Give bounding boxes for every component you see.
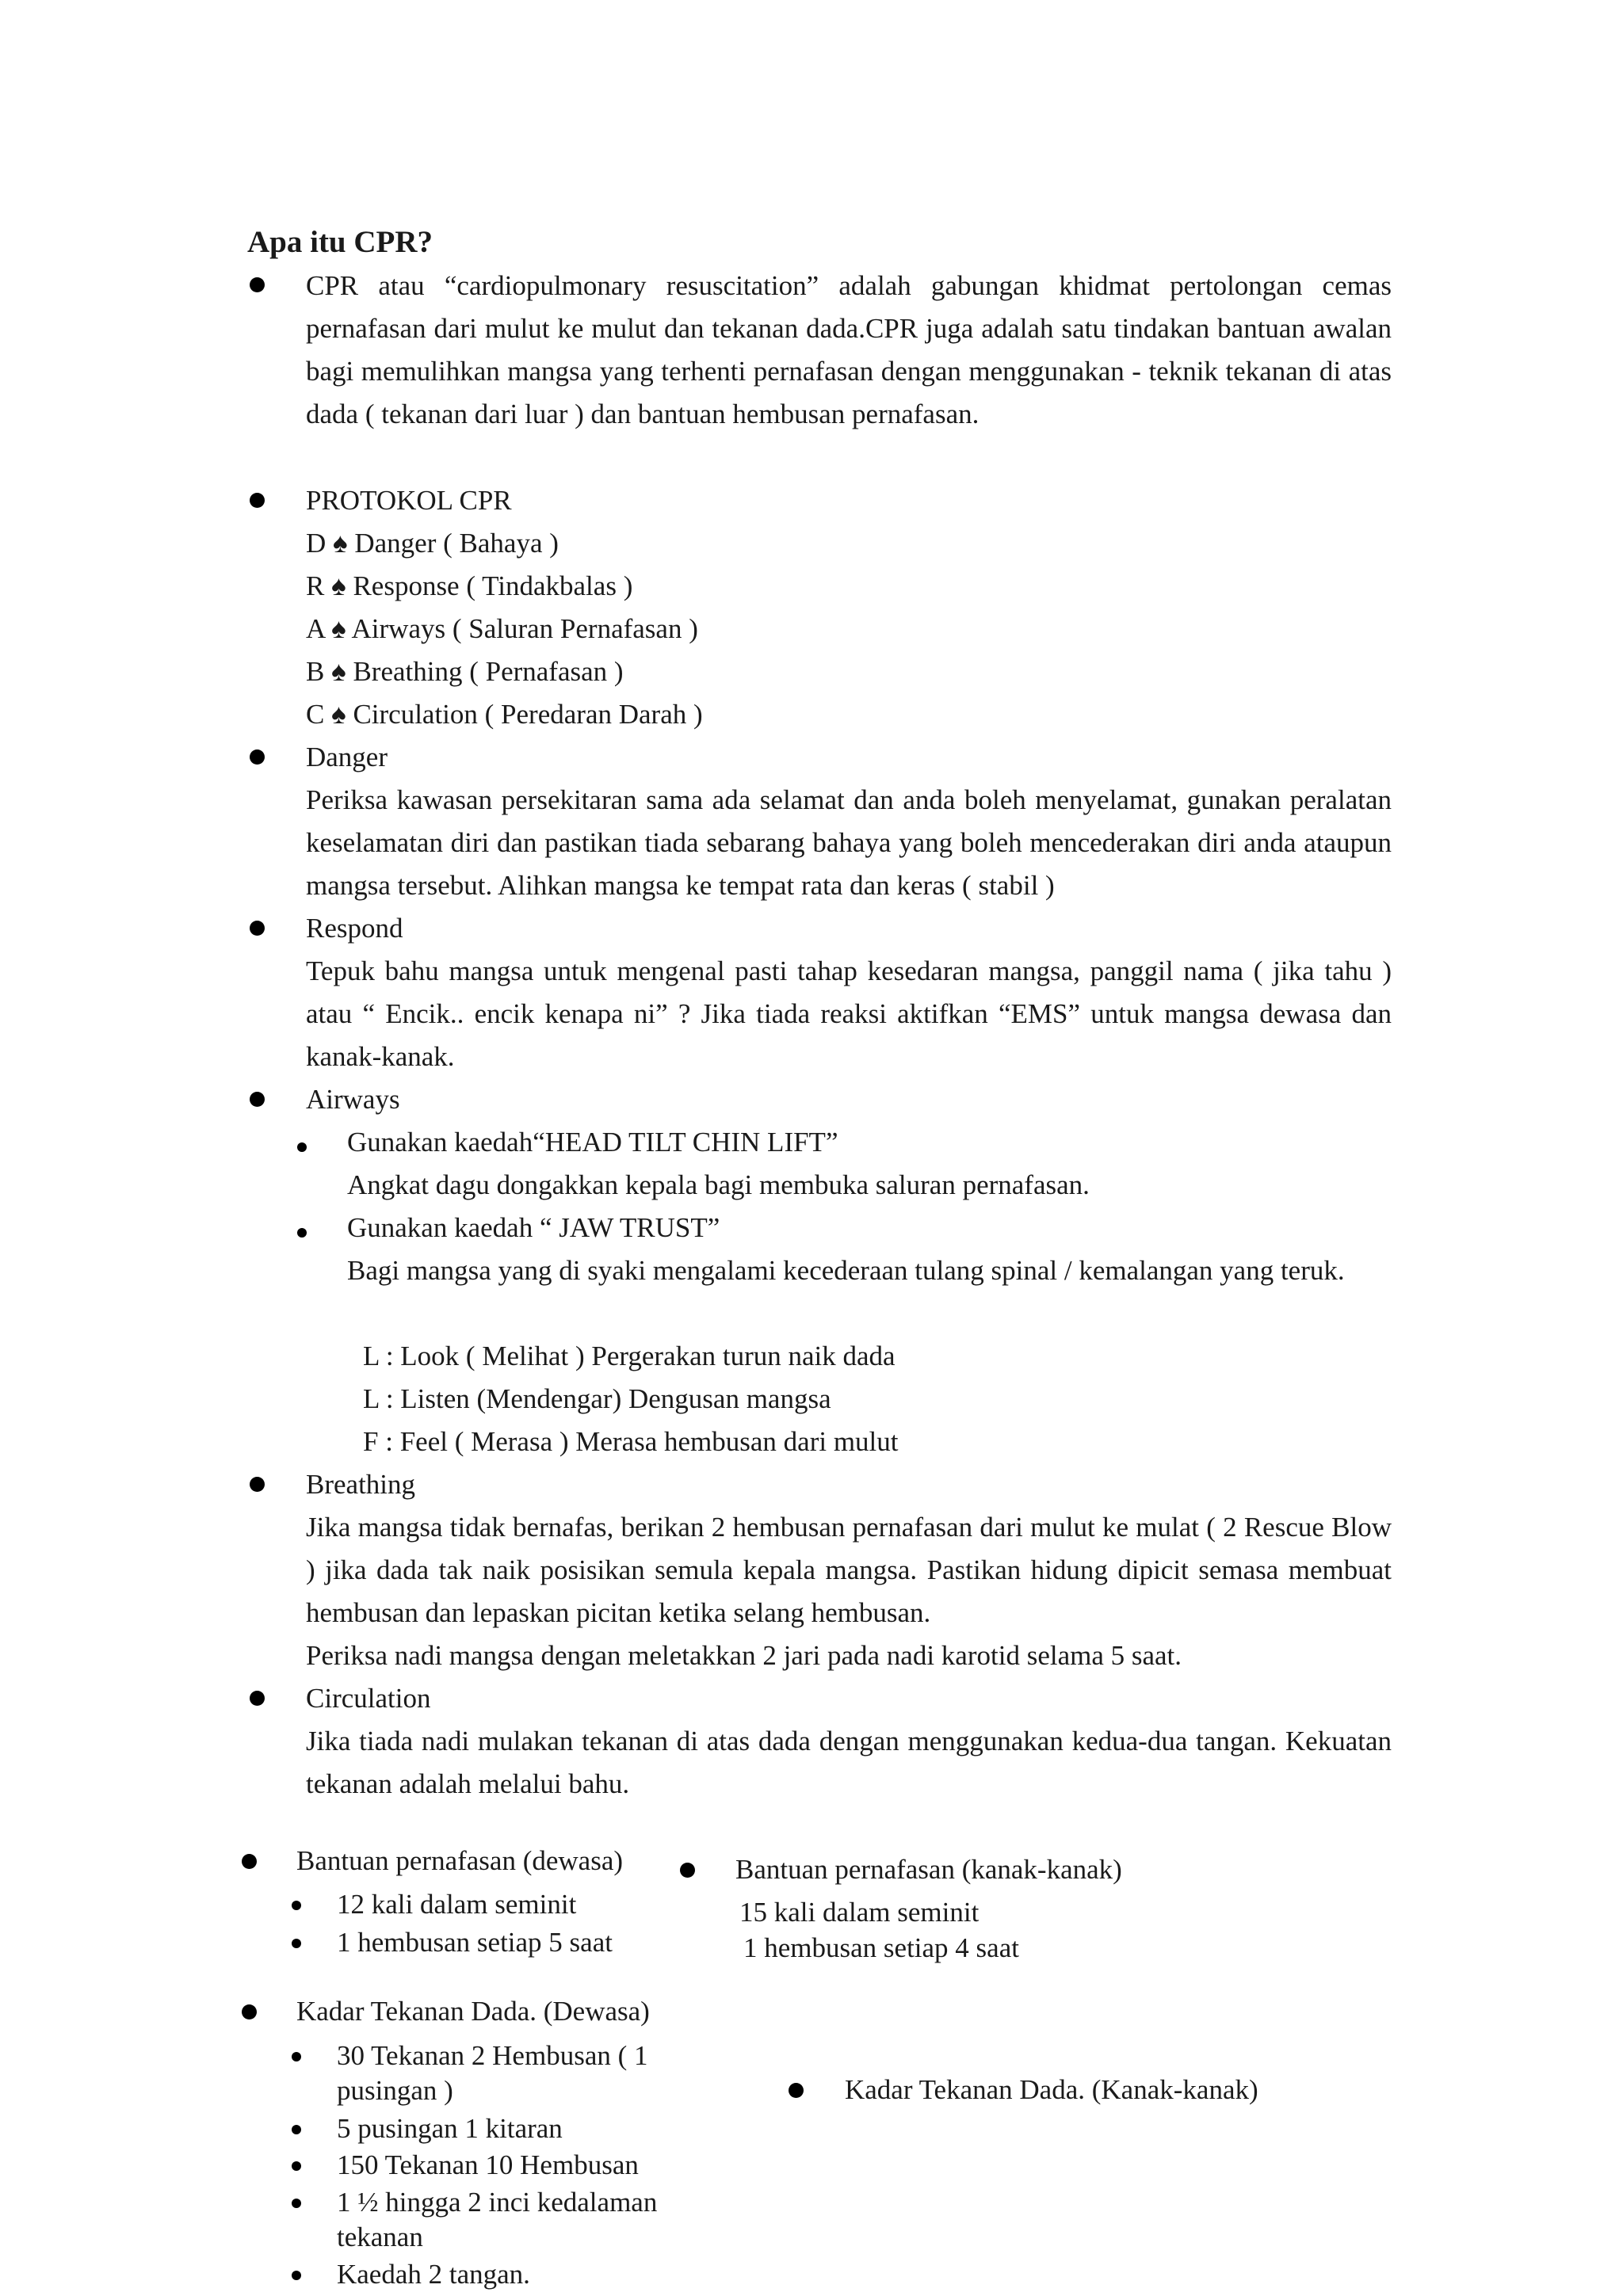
circulation-title: Circulation bbox=[306, 1683, 431, 1714]
sub-bullet-icon bbox=[292, 2161, 301, 2171]
protocol-item-a: A ♠ Airways ( Saluran Pernafasan ) bbox=[306, 613, 698, 644]
bullet-icon bbox=[250, 921, 265, 936]
airways-check-feel: F : Feel ( Merasa ) Merasa hembusan dari mulut bbox=[363, 1426, 899, 1457]
bullet-icon bbox=[250, 493, 265, 508]
adult-compression-depth: 1 ½ hingga 2 inci kedalaman bbox=[337, 2187, 658, 2218]
adult-compression-total: 150 Tekanan 10 Hembusan bbox=[337, 2149, 639, 2180]
bullet-icon bbox=[242, 1854, 257, 1869]
bullet-icon bbox=[250, 1477, 265, 1492]
bullet-icon bbox=[250, 1691, 265, 1706]
bullet-icon bbox=[250, 1092, 265, 1107]
breathing-title: Breathing bbox=[306, 1469, 416, 1500]
bullet-icon bbox=[680, 1863, 695, 1878]
sub-bullet-icon bbox=[297, 1142, 307, 1152]
sub-bullet-icon bbox=[292, 2052, 301, 2061]
bullet-icon bbox=[789, 2083, 804, 2098]
sub-bullet-icon bbox=[292, 2125, 301, 2134]
child-compression-title: Kadar Tekanan Dada. (Kanak-kanak) bbox=[845, 2074, 1258, 2105]
protocol-title: PROTOKOL CPR bbox=[306, 485, 512, 516]
adult-compression-depth-cont: tekanan bbox=[337, 2222, 423, 2252]
danger-title: Danger bbox=[306, 742, 388, 772]
breathing-paragraph: Jika mangsa tidak bernafas, berikan 2 hembusan pernafasan dari mulut ke mulat ( 2 Rescue Blow ) jika dada tak naik posisikan semula kepala mangsa. Pastikan hidung dipicit semasa membuat hembusan dan lepaskan picitan ketika selang hembusan. bbox=[306, 1512, 1392, 1628]
airways-method-1: Gunakan kaedah“HEAD TILT CHIN LIFT” bbox=[347, 1127, 838, 1158]
protocol-item-r: R ♠ Response ( Tindakbalas ) bbox=[306, 570, 633, 601]
sub-bullet-icon bbox=[292, 2199, 301, 2208]
bullet-icon bbox=[250, 277, 265, 292]
airways-check-look: L : Look ( Melihat ) Pergerakan turun naik dada bbox=[363, 1341, 896, 1371]
protocol-item-d: D ♠ Danger ( Bahaya ) bbox=[306, 528, 559, 559]
bullet-icon bbox=[242, 2004, 257, 2019]
breathing-pulse-check: Periksa nadi mangsa dengan meletakkan 2 jari pada nadi karotid selama 5 saat. bbox=[306, 1640, 1182, 1671]
child-breathing-rate: 15 kali dalam seminit bbox=[739, 1897, 980, 1928]
bullet-icon bbox=[250, 749, 265, 765]
airways-title: Airways bbox=[306, 1084, 400, 1115]
airways-method-2: Gunakan kaedah “ JAW TRUST” bbox=[347, 1212, 720, 1243]
adult-compression-ratio: 30 Tekanan 2 Hembusan ( 1 bbox=[337, 2040, 648, 2071]
danger-paragraph: Periksa kawasan persekitaran sama ada selamat dan anda boleh menyelamat, gunakan peralatan keselamatan diri dan pastikan tiada sebarang bahaya yang boleh mencederakan diri anda ataupun mangsa tersebut. Alihkan mangsa ke tempat rata dan keras ( stabil ) bbox=[306, 784, 1392, 901]
adult-breathing-interval: 1 hembusan setiap 5 saat bbox=[337, 1927, 613, 1958]
adult-breathing-title: Bantuan pernafasan (dewasa) bbox=[296, 1845, 624, 1876]
airways-check-listen: L : Listen (Mendengar) Dengusan mangsa bbox=[363, 1383, 831, 1414]
adult-compression-title: Kadar Tekanan Dada. (Dewasa) bbox=[296, 1996, 650, 2027]
sub-bullet-icon bbox=[292, 1939, 301, 1948]
intro-paragraph: CPR atau “cardiopulmonary resuscitation” adalah gabungan khidmat pertolongan cemas pernafasan dari mulut ke mulut dan tekanan dada.CPR juga adalah satu tindakan bantuan awalan bagi memulihkan mangsa yang terhenti pernafasan dengan menggunakan - teknik tekanan di atas dada ( tekanan dari luar ) dan bantuan hembusan pernafasan. bbox=[306, 270, 1392, 429]
adult-breathing-rate: 12 kali dalam seminit bbox=[337, 1889, 577, 1920]
circulation-paragraph: Jika tiada nadi mulakan tekanan di atas dada dengan menggunakan kedua-dua tangan. Kekuatan tekanan adalah melalui bahu. bbox=[306, 1726, 1392, 1799]
respond-title: Respond bbox=[306, 913, 403, 944]
adult-compression-ratio-cont: pusingan ) bbox=[337, 2075, 453, 2106]
airways-method-1-desc: Angkat dagu dongakkan kepala bagi membuka saluran pernafasan. bbox=[347, 1169, 1090, 1200]
airways-method-2-desc: Bagi mangsa yang di syaki mengalami kecederaan tulang spinal / kemalangan yang teruk. bbox=[347, 1255, 1345, 1286]
respond-paragraph: Tepuk bahu mangsa untuk mengenal pasti tahap kesedaran mangsa, panggil nama ( jika tahu ) atau “ Encik.. encik kenapa ni” ? Jika tiada reaksi aktifkan “EMS” untuk mangsa dewasa dan kanak-kanak. bbox=[306, 955, 1392, 1072]
adult-compression-method: Kaedah 2 tangan. bbox=[337, 2259, 530, 2290]
child-breathing-title: Bantuan pernafasan (kanak-kanak) bbox=[735, 1854, 1122, 1885]
sub-bullet-icon bbox=[292, 2271, 301, 2280]
page-title: Apa itu CPR? bbox=[247, 225, 433, 259]
protocol-item-b: B ♠ Breathing ( Pernafasan ) bbox=[306, 656, 624, 687]
sub-bullet-icon bbox=[292, 1901, 301, 1910]
child-breathing-interval: 1 hembusan setiap 4 saat bbox=[743, 1932, 1019, 1963]
sub-bullet-icon bbox=[297, 1228, 307, 1238]
adult-compression-cycle: 5 pusingan 1 kitaran bbox=[337, 2113, 563, 2144]
protocol-item-c: C ♠ Circulation ( Peredaran Darah ) bbox=[306, 699, 703, 730]
